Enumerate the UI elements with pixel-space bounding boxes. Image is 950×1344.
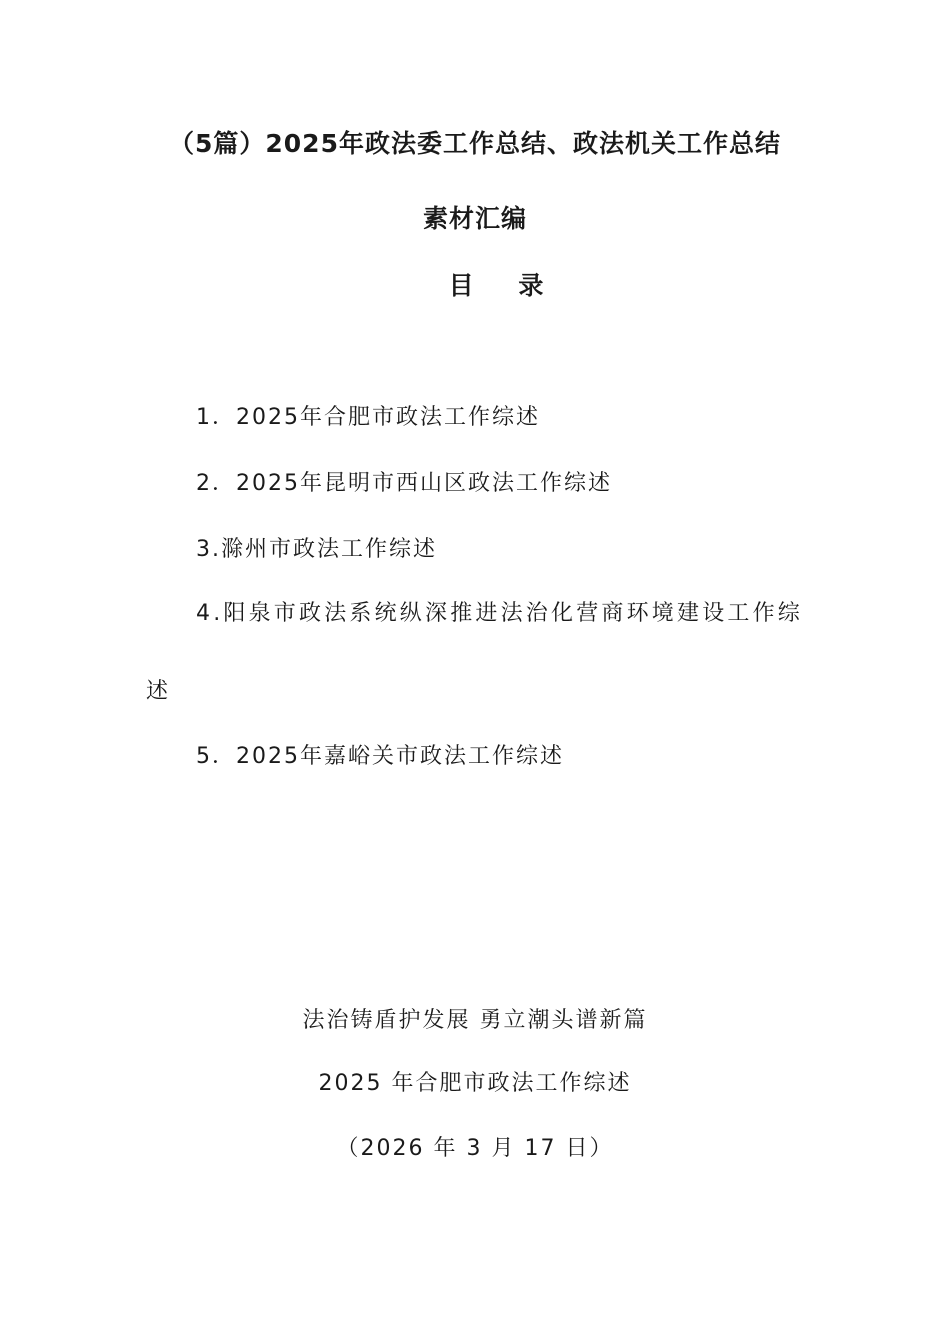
document-title: （5篇）2025年政法委工作总结、政法机关工作总结 — [169, 129, 781, 158]
toc-item-5: 5．2025年嘉峪关市政法工作综述 — [196, 744, 564, 769]
toc-item-4-wrap: 述 — [146, 679, 171, 704]
toc-heading: 目 录 — [448, 271, 562, 300]
toc-item-2: 2．2025年昆明市西山区政法工作综述 — [196, 471, 612, 496]
toc-item-4: 4.阳泉市政法系统纵深推进法治化营商环境建设工作综 — [196, 601, 803, 626]
toc-item-1: 1．2025年合肥市政法工作综述 — [196, 405, 540, 430]
article-date: （2026 年 3 月 17 日） — [336, 1136, 614, 1161]
article-title: 2025 年合肥市政法工作综述 — [318, 1071, 632, 1096]
toc-item-3: 3.滁州市政法工作综述 — [196, 537, 437, 562]
document-title-continued: 素材汇编 — [422, 204, 527, 233]
article-subtitle: 法治铸盾护发展 勇立潮头谱新篇 — [302, 1008, 648, 1033]
